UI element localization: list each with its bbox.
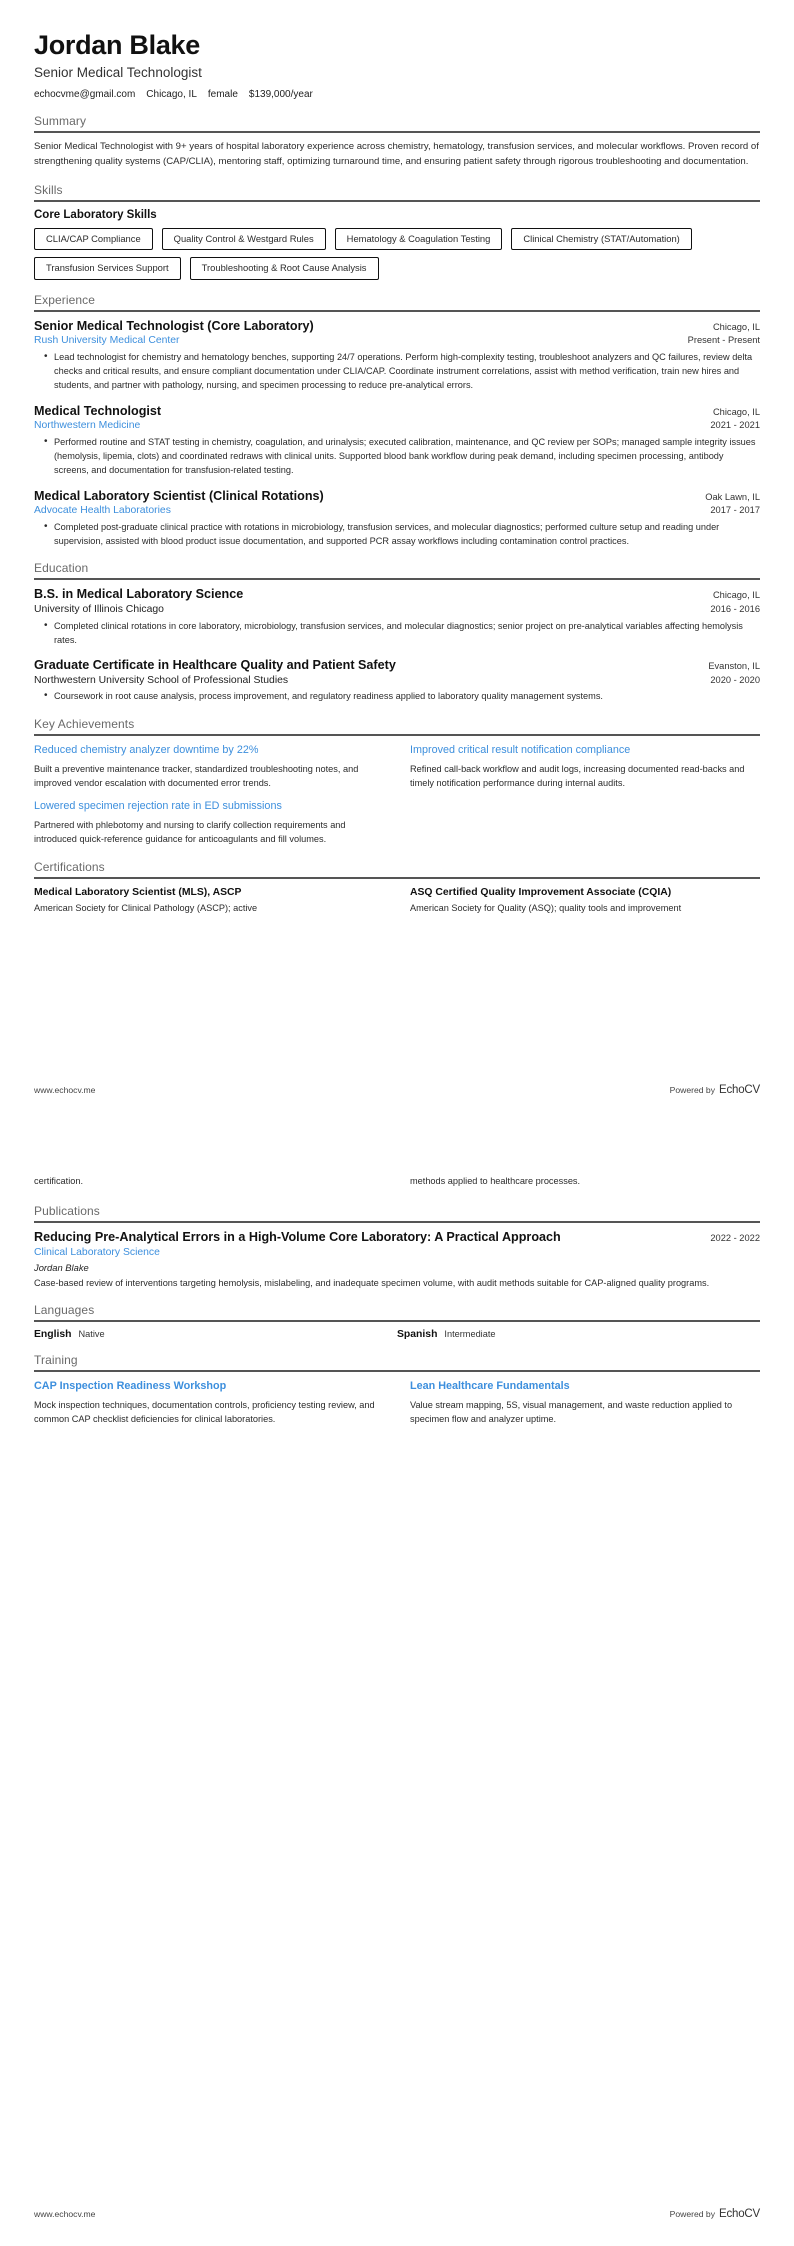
footer-powered-label: Powered by (669, 1085, 715, 1095)
certification-description: American Society for Quality (ASQ); quality tools and improvement (410, 903, 682, 914)
certifications-continuation-row (34, 1174, 760, 1188)
contact-email[interactable]: echocvme@gmail.com (34, 89, 136, 101)
section-title-summary: Summary (34, 114, 87, 129)
experience-company[interactable]: Rush University Medical Center (34, 335, 180, 347)
achievement-description: Partnered with phlebotomy and nursing to clarify collection requirements and introduced quick-reference guidance for anticoagulants and fill volumes. (34, 820, 346, 845)
publication-author: Jordan Blake (34, 1261, 89, 1273)
skill-chip-list (34, 228, 760, 280)
section-title-languages: Languages (34, 1302, 95, 1317)
publication-dates: 2022 - 2022 (710, 1233, 760, 1244)
experience-bullets (34, 520, 760, 549)
experience-entry (34, 404, 760, 478)
achievement-title: Improved critical result notification compliance (410, 743, 631, 756)
footer-powered-by (670, 1084, 760, 1096)
education-bullet: • Coursework in root cause analysis, process improvement, and regulatory readiness applied to laboratory quality management systems. (46, 689, 760, 703)
achievement-item (410, 743, 760, 791)
contact-location: Chicago, IL (146, 89, 197, 101)
achievement-title: Reduced chemistry analyzer downtime by 22% (34, 743, 259, 756)
experience-company[interactable]: Northwestern Medicine (34, 420, 141, 432)
education-location: Chicago, IL (712, 590, 760, 601)
language-item (397, 1329, 760, 1340)
skill-chip[interactable]: Transfusion Services Support (34, 257, 181, 279)
language-name: English (34, 1328, 72, 1340)
training-description: Value stream mapping, 5S, visual management, and waste reduction applied to specimen flow and analyzer uptime. (410, 1399, 733, 1425)
publication-journal[interactable]: Clinical Laboratory Science (34, 1246, 160, 1258)
section-rule (34, 877, 760, 879)
certification-continuation (410, 1174, 760, 1188)
skill-chip[interactable]: Quality Control & Westgard Rules (162, 228, 326, 250)
language-level: Intermediate (444, 1328, 496, 1339)
experience-dates: 2021 - 2021 (710, 420, 760, 431)
achievement-item-empty (410, 799, 760, 847)
experience-location: Oak Lawn, IL (705, 491, 760, 502)
section-rule (34, 131, 760, 133)
contact-gender: female (207, 89, 238, 101)
section-rule (34, 578, 760, 580)
education-dates: 2020 - 2020 (710, 674, 760, 685)
experience-company[interactable]: Advocate Health Laboratories (34, 505, 171, 517)
publication-entry (34, 1230, 760, 1290)
experience-bullet: • Completed post-graduate clinical practice with rotations in microbiology, transfusion services, and molecular diagnostics; performed culture setup and reading under supervision, assisted with blood product issue documentation, and supported PCR assay workflows including contamination control practices. (46, 520, 760, 549)
achievement-title: Lowered specimen rejection rate in ED submissions (34, 800, 282, 813)
achievements-grid-row (34, 743, 760, 791)
education-entry (34, 587, 760, 647)
certification-continuation-text: methods applied to healthcare processes. (410, 1176, 581, 1186)
candidate-headline: Senior Medical Technologist (34, 65, 202, 81)
contact-row (34, 89, 760, 100)
certification-continuation-text: certification. (34, 1176, 84, 1186)
section-languages (34, 1303, 760, 1340)
section-title-publications: Publications (34, 1204, 100, 1219)
section-skills (34, 183, 760, 280)
section-title-skills: Skills (34, 182, 63, 197)
footer-brand-name: EchoCV (719, 2208, 760, 2220)
footer-brand-name: EchoCV (719, 1084, 760, 1096)
skill-chip[interactable]: Clinical Chemistry (STAT/Automation) (511, 228, 691, 250)
experience-bullets (34, 350, 760, 393)
training-item (34, 1379, 384, 1427)
resume-header (34, 30, 760, 100)
education-dates: 2016 - 2016 (710, 604, 760, 615)
page-footer (34, 1084, 760, 1096)
candidate-name: Jordan Blake (34, 30, 200, 60)
section-rule (34, 734, 760, 736)
experience-bullet: • Lead technologist for chemistry and hematology benches, supporting 24/7 operations. Perform high-complexity testing, troubleshoot analyzers and QC failures, review delta checks and critical results, and ensure compliant documentation under CLIA/CAP. Coordinate instrument correlations, assist with method verification, train new hires and students, and partner with pathology, nursing, and specimen processing to reduce pre-analytical errors. (46, 350, 760, 393)
language-item (34, 1329, 397, 1340)
section-summary (34, 114, 760, 170)
education-degree: B.S. in Medical Laboratory Science (34, 587, 244, 602)
languages-row (34, 1329, 760, 1340)
language-level: Native (78, 1328, 105, 1339)
section-rule (34, 1370, 760, 1372)
training-grid-row (34, 1379, 760, 1427)
certification-description: American Society for Clinical Pathology (ASCP); active (34, 903, 258, 914)
training-title: Lean Healthcare Fundamentals (410, 1379, 570, 1392)
certification-title: Medical Laboratory Scientist (MLS), ASCP (34, 886, 242, 898)
experience-location: Chicago, IL (712, 321, 760, 332)
education-bullet: • Completed clinical rotations in core laboratory, microbiology, transfusion services, and molecular diagnostics; senior project on pre-analytical variables affecting hemolysis rates. (46, 619, 760, 648)
achievement-description: Built a preventive maintenance tracker, standardized troubleshooting notes, and improved vendor escalation with documented error trends. (34, 763, 359, 788)
achievement-description: Refined call-back workflow and audit logs, increasing documented read-backs and timely notification performance during internal audits. (410, 763, 745, 788)
resume-page-1 (0, 0, 794, 1122)
certification-title: ASQ Certified Quality Improvement Associate (CQIA) (410, 886, 672, 898)
footer-powered-label: Powered by (669, 2209, 715, 2219)
section-certifications (34, 860, 760, 916)
publication-title: Reducing Pre-Analytical Errors in a High-Volume Core Laboratory: A Practical Approach (34, 1230, 561, 1245)
section-title-education: Education (34, 561, 89, 576)
section-rule (34, 310, 760, 312)
section-rule (34, 1221, 760, 1223)
section-experience (34, 293, 760, 549)
achievement-item (34, 799, 384, 847)
publication-description: Case-based review of interventions targeting hemolysis, mislabeling, and inadequate specimen volume, with audit methods suitable for CAP-aligned quality programs. (34, 1277, 710, 1288)
certification-item (410, 886, 760, 916)
certifications-grid-row (34, 886, 760, 916)
education-school: University of Illinois Chicago (34, 604, 164, 616)
footer-site-url[interactable]: www.echocv.me (34, 1085, 96, 1095)
summary-text: Senior Medical Technologist with 9+ years of hospital laboratory experience across chemistry, hematology, transfusion services, and molecular workflows. Proven record of strengthening quality systems (CAP/CLIA), mentoring staff, optimizing turnaround time, and ensuring patient safety through rigorous troubleshooting and documentation. (34, 141, 759, 168)
contact-salary: $139,000/year (248, 89, 313, 101)
experience-dates: Present - Present (687, 335, 760, 346)
experience-entry (34, 489, 760, 549)
section-training (34, 1353, 760, 1427)
language-name: Spanish (397, 1328, 438, 1340)
section-rule (34, 1320, 760, 1322)
education-bullets (34, 689, 760, 703)
education-location: Evanston, IL (708, 661, 760, 672)
experience-bullets (34, 435, 760, 478)
experience-job-title: Medical Laboratory Scientist (Clinical Rotations) (34, 488, 324, 503)
skill-chip[interactable]: CLIA/CAP Compliance (34, 228, 153, 250)
training-item (410, 1379, 760, 1427)
achievements-grid-row (34, 799, 760, 847)
page-footer (34, 2208, 760, 2220)
experience-entry (34, 319, 760, 393)
section-title-experience: Experience (34, 292, 96, 307)
experience-job-title: Senior Medical Technologist (Core Laboratory) (34, 318, 314, 333)
experience-bullet: • Performed routine and STAT testing in chemistry, coagulation, and urinalysis; executed calibration, maintenance, and QC review per SOPs; managed sample integrity issues (hemolysis, lipemia, clots) and coordinated redraws with clinical units. Supported blood bank workflow during peak demand, including specimen processing, antibody screens, and documentation for transfusion-related testing. (46, 435, 760, 478)
footer-site-url[interactable]: www.echocv.me (34, 2209, 96, 2219)
experience-location: Chicago, IL (712, 406, 760, 417)
resume-page-2 (0, 1122, 794, 2246)
section-title-certifications: Certifications (34, 859, 105, 874)
footer-powered-by (670, 2208, 760, 2220)
section-publications (34, 1204, 760, 1290)
skill-chip[interactable]: Hematology & Coagulation Testing (335, 228, 503, 250)
training-title: CAP Inspection Readiness Workshop (34, 1379, 227, 1392)
skill-group-title: Core Laboratory Skills (34, 208, 157, 221)
section-rule (34, 200, 760, 202)
experience-job-title: Medical Technologist (34, 403, 162, 418)
skill-chip[interactable]: Troubleshooting & Root Cause Analysis (190, 257, 379, 279)
achievement-item (34, 743, 384, 791)
certification-item (34, 886, 384, 916)
section-education (34, 561, 760, 703)
experience-dates: 2017 - 2017 (710, 505, 760, 516)
education-entry (34, 658, 760, 704)
section-key-achievements (34, 717, 760, 847)
section-title-training: Training (34, 1352, 78, 1367)
education-school: Northwestern University School of Professional Studies (34, 674, 289, 686)
education-bullets (34, 619, 760, 648)
certification-continuation (34, 1174, 384, 1188)
training-description: Mock inspection techniques, documentation controls, proficiency testing review, and common CAP checklist deficiencies for clinical laboratories. (34, 1399, 375, 1425)
section-title-key-achievements: Key Achievements (34, 716, 135, 731)
education-degree: Graduate Certificate in Healthcare Quality and Patient Safety (34, 658, 396, 673)
